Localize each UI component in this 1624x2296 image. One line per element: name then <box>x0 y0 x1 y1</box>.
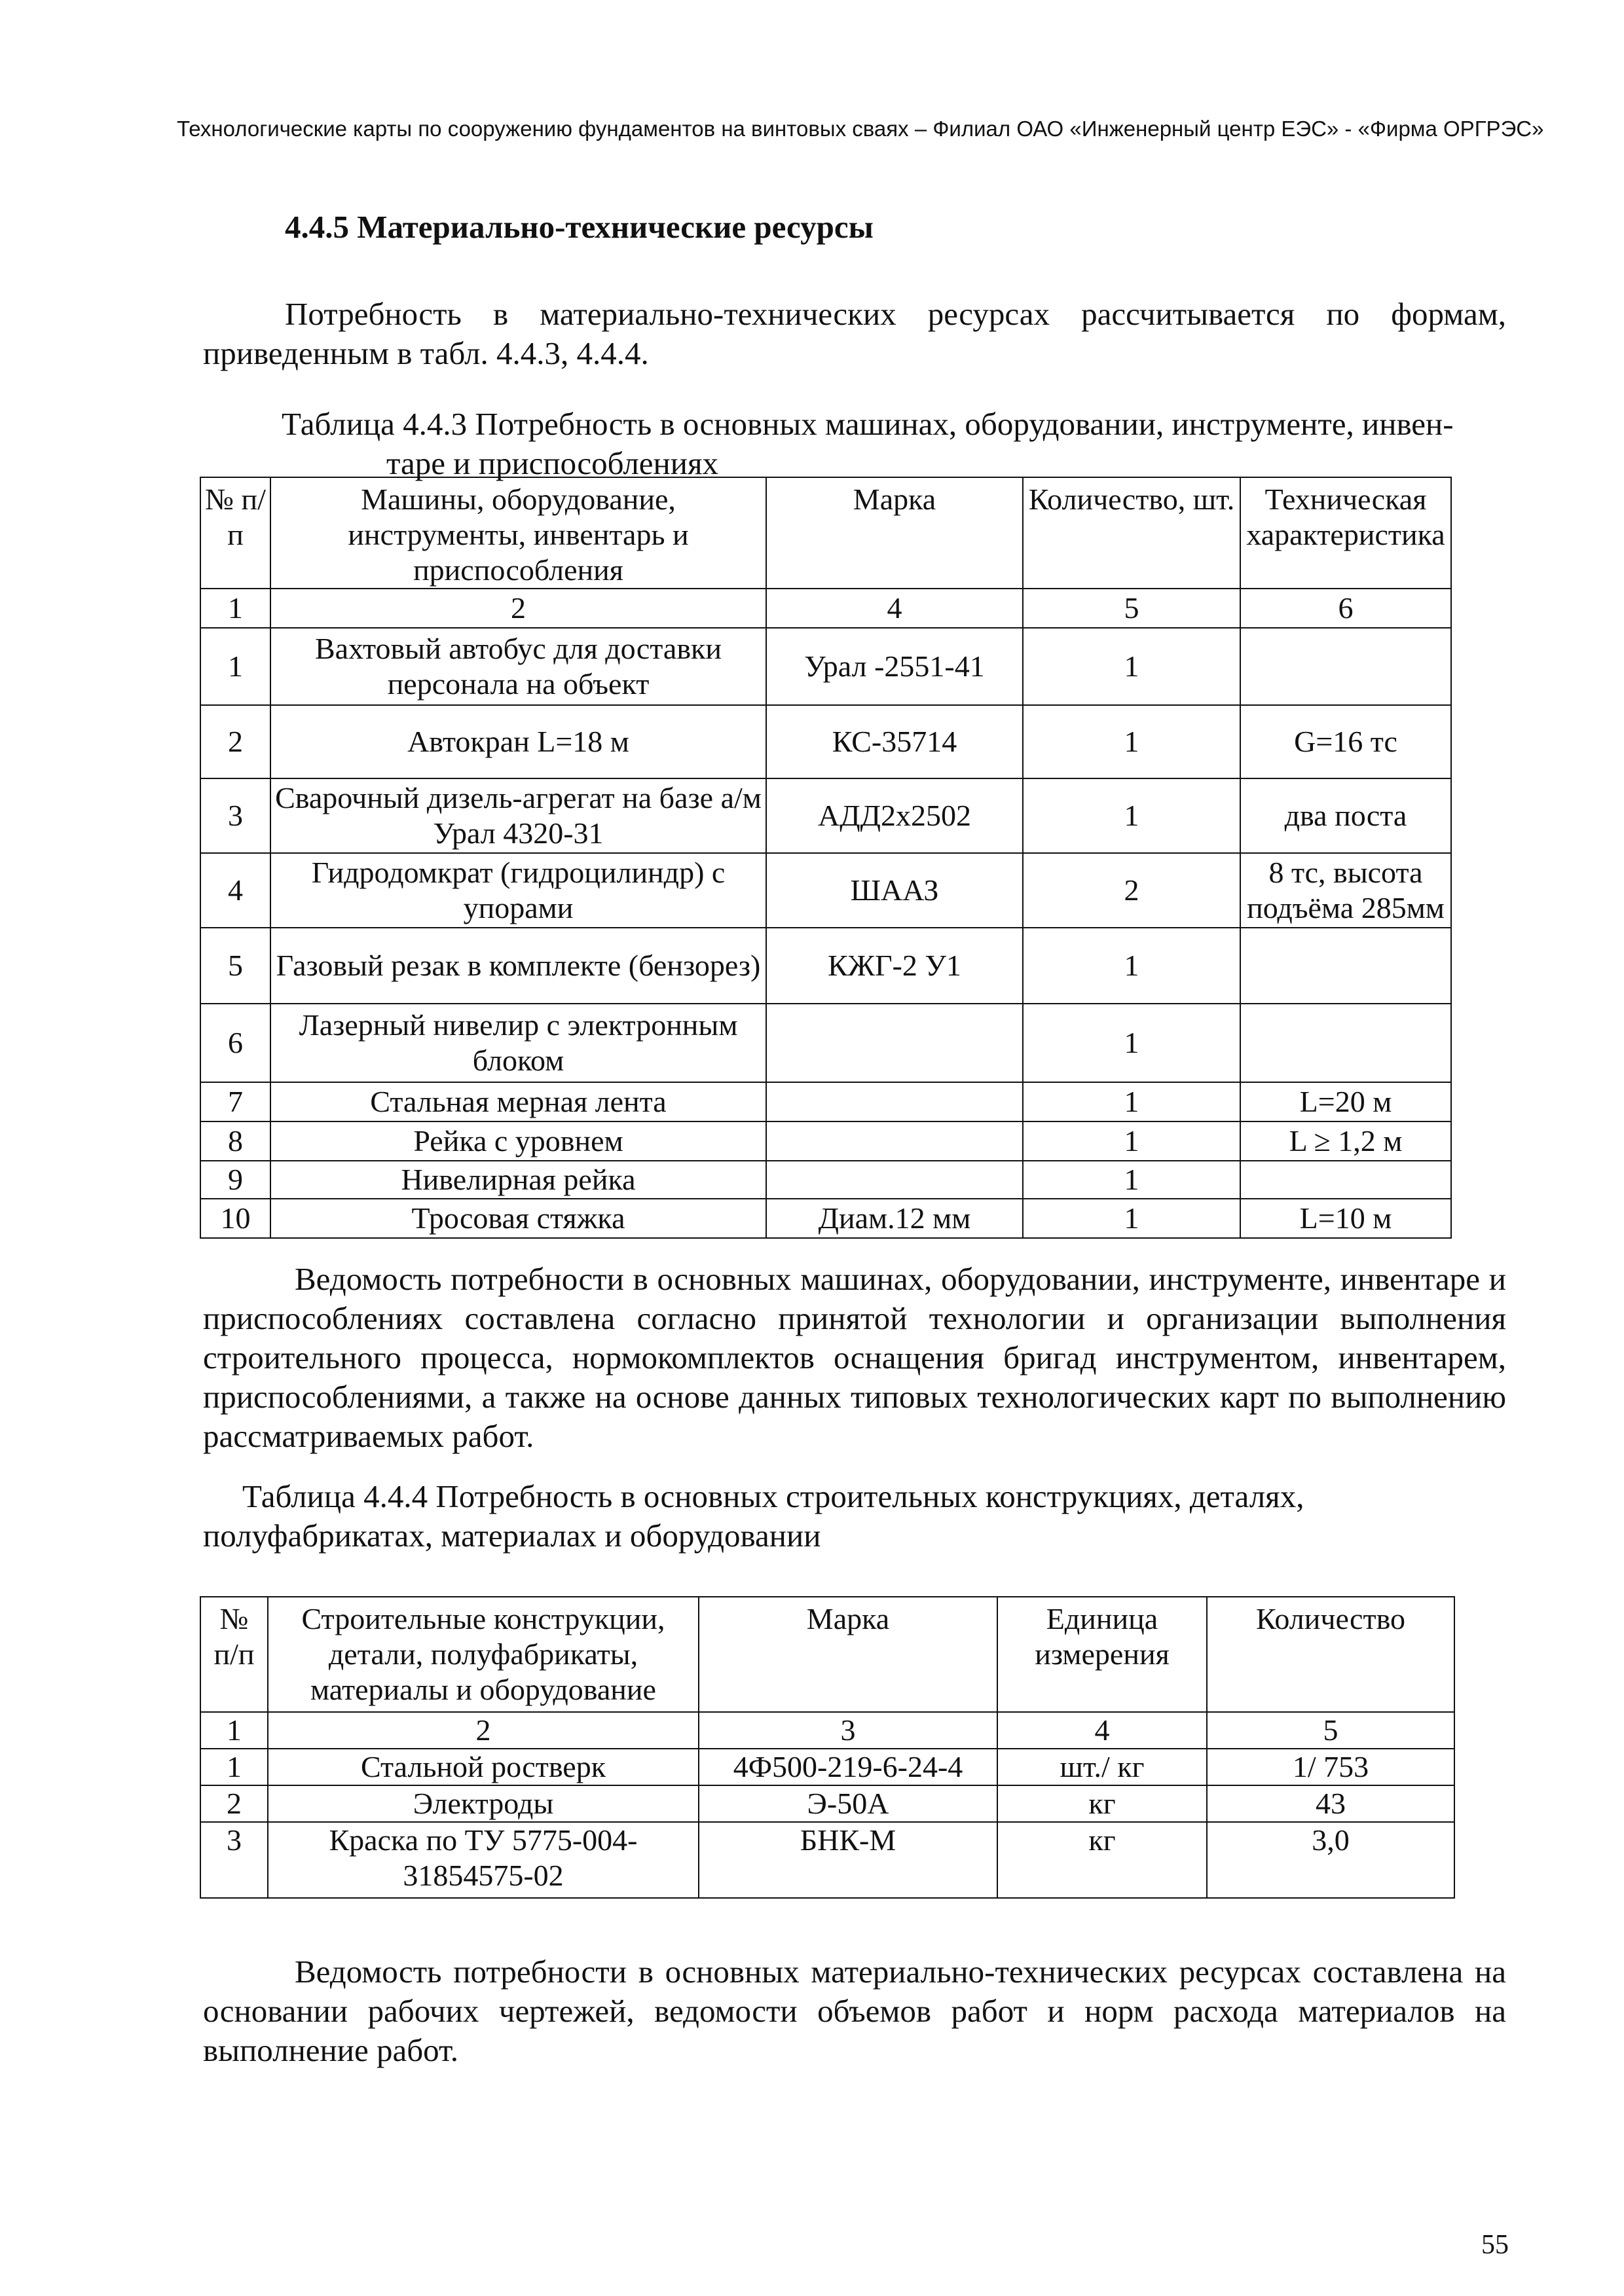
column-number: 2 <box>270 589 766 628</box>
header-cell: № п/п <box>200 1597 268 1712</box>
item-brand: БНК-М <box>699 1822 997 1898</box>
header-cell: Строительные конструкции, детали, полуфабрикаты, материалы и оборудование <box>268 1597 699 1712</box>
column-number-row <box>200 589 1451 628</box>
item-name: Стальная мерная лента <box>270 1082 766 1121</box>
column-number: 2 <box>268 1712 699 1749</box>
row-number: 1 <box>200 1749 268 1785</box>
header-cell: Количество <box>1207 1597 1454 1712</box>
header-cell: Марка <box>766 477 1023 589</box>
header-cell: Техническая характеристика <box>1240 477 1451 589</box>
column-number: 5 <box>1207 1712 1454 1749</box>
item-quantity: 1 <box>1023 628 1240 705</box>
item-spec: L ≥ 1,2 м <box>1240 1121 1451 1161</box>
table-row <box>200 1749 1454 1785</box>
row-number: 7 <box>200 1082 270 1121</box>
item-spec: два поста <box>1240 778 1451 853</box>
table-row <box>200 1004 1451 1082</box>
item-brand: Урал -2551-41 <box>766 628 1023 705</box>
table-row <box>200 1161 1451 1199</box>
item-brand: КС-35714 <box>766 705 1023 778</box>
header-cell: Машины, оборудование, инструменты, инвентарь и приспособления <box>270 477 766 589</box>
column-number: 1 <box>200 1712 268 1749</box>
item-spec <box>1240 628 1451 705</box>
item-quantity: 2 <box>1023 853 1240 928</box>
row-number: 3 <box>200 778 270 853</box>
item-spec <box>1240 1161 1451 1199</box>
item-brand <box>766 1004 1023 1082</box>
table-443 <box>200 477 1452 1239</box>
item-brand: ШААЗ <box>766 853 1023 928</box>
row-number: 6 <box>200 1004 270 1082</box>
item-name: Автокран L=18 м <box>270 705 766 778</box>
page-number: 55 <box>1481 2230 1509 2260</box>
item-quantity: 1 <box>1023 1082 1240 1121</box>
table-row <box>200 853 1451 928</box>
table-row <box>200 1822 1454 1898</box>
item-brand: Диам.12 мм <box>766 1199 1023 1238</box>
item-name: Краска по ТУ 5775-004-31854575-02 <box>268 1822 699 1898</box>
table-444 <box>200 1596 1455 1899</box>
item-name: Гидродомкрат (гидроцилиндр) с упорами <box>270 853 766 928</box>
row-number: 2 <box>200 1785 268 1822</box>
row-number: 10 <box>200 1199 270 1238</box>
table-header-row <box>200 1597 1454 1712</box>
item-spec: L=10 м <box>1240 1199 1451 1238</box>
table-row <box>200 1199 1451 1238</box>
closing-paragraph: Ведомость потребности в основных материально-технических ресурсах составлена на основании рабочих чертежей, ведомости объемов работ и норм расхода материалов на выполнение работ. <box>203 1954 1506 2068</box>
column-number: 6 <box>1240 589 1451 628</box>
item-brand <box>766 1121 1023 1161</box>
row-number: 5 <box>200 928 270 1004</box>
item-spec: L=20 м <box>1240 1082 1451 1121</box>
item-spec <box>1240 928 1451 1004</box>
row-number: 1 <box>200 628 270 705</box>
item-unit: шт./ кг <box>997 1749 1207 1785</box>
column-number: 4 <box>766 589 1023 628</box>
item-quantity: 1 <box>1023 928 1240 1004</box>
column-number: 1 <box>200 589 270 628</box>
table-row <box>200 1785 1454 1822</box>
item-name: Нивелирная рейка <box>270 1161 766 1199</box>
item-quantity: 1 <box>1023 1004 1240 1082</box>
table-row <box>200 1121 1451 1161</box>
item-quantity: 1/ 753 <box>1207 1749 1454 1785</box>
row-number: 9 <box>200 1161 270 1199</box>
header-cell: Единица измерения <box>997 1597 1207 1712</box>
table-row <box>200 705 1451 778</box>
item-brand: Э-50А <box>699 1785 997 1822</box>
header-cell: Количество, шт. <box>1023 477 1240 589</box>
item-brand: АДД2х2502 <box>766 778 1023 853</box>
item-quantity: 1 <box>1023 1121 1240 1161</box>
row-number: 3 <box>200 1822 268 1898</box>
item-name: Вахтовый автобус для доставки персонала на объект <box>270 628 766 705</box>
item-name: Газовый резак в комплекте (бензорез) <box>270 928 766 1004</box>
table-row <box>200 1082 1451 1121</box>
item-quantity: 3,0 <box>1207 1822 1454 1898</box>
column-number-row <box>200 1712 1454 1749</box>
table-row <box>200 628 1451 705</box>
item-brand: 4Ф500-219-6-24-4 <box>699 1749 997 1785</box>
table-row <box>200 778 1451 853</box>
item-quantity: 1 <box>1023 1199 1240 1238</box>
header-cell: Марка <box>699 1597 997 1712</box>
table-443-caption-line1: Таблица 4.4.3 Потребность в основных машинах, оборудовании, инструменте, инвен- <box>282 406 1454 442</box>
item-quantity: 1 <box>1023 778 1240 853</box>
table-row <box>200 928 1451 1004</box>
item-quantity: 43 <box>1207 1785 1454 1822</box>
item-brand: КЖГ-2 У1 <box>766 928 1023 1004</box>
item-spec: G=16 тс <box>1240 705 1451 778</box>
item-name: Стальной ростверк <box>268 1749 699 1785</box>
page-header: Технологические карты по сооружению фундаментов на винтовых сваях – Филиал ОАО «Инженерный центр ЕЭС» - «Фирма ОРГРЭС» <box>177 117 1544 141</box>
item-name: Лазерный нивелир с электронным блоком <box>270 1004 766 1082</box>
column-number: 4 <box>997 1712 1207 1749</box>
item-brand <box>766 1161 1023 1199</box>
column-number: 5 <box>1023 589 1240 628</box>
row-number: 4 <box>200 853 270 928</box>
intro-paragraph: Потребность в материально-технических ресурсах рассчитывается по формам, приведенным в табл. 4.4.3, 4.4.4. <box>203 296 1506 371</box>
item-unit: кг <box>997 1785 1207 1822</box>
item-name: Рейка с уровнем <box>270 1121 766 1161</box>
header-cell: № п/п <box>200 477 270 589</box>
row-number: 2 <box>200 705 270 778</box>
table-443-caption <box>282 405 1513 483</box>
item-spec: 8 тс, высота подъёма 285мм <box>1240 853 1451 928</box>
item-name: Электроды <box>268 1785 699 1822</box>
item-name: Тросовая стяжка <box>270 1199 766 1238</box>
item-name: Сварочный дизель-агрегат на базе а/м Урал 4320-31 <box>270 778 766 853</box>
item-unit: кг <box>997 1822 1207 1898</box>
item-quantity: 1 <box>1023 1161 1240 1199</box>
section-heading: 4.4.5 Материально-технические ресурсы <box>285 209 874 245</box>
table-444-caption: Таблица 4.4.4 Потребность в основных строительных конструкциях, деталях, полуфабрикатах, материалах и оборудовании <box>203 1478 1304 1554</box>
table-header-row <box>200 477 1451 589</box>
middle-paragraph: Ведомость потребности в основных машинах, оборудовании, инструменте, инвентаре и приспособлениях составлена согласно принятой технологии и организации выполнения строительного процесса, нормокомплектов оснащения бригад инструментом, инвентарем, приспособлениями, а также на основе данных типовых технологических карт по выполнению рассматриваемых работ. <box>203 1261 1506 1454</box>
row-number: 8 <box>200 1121 270 1161</box>
item-brand <box>766 1082 1023 1121</box>
item-spec <box>1240 1004 1451 1082</box>
table-443-caption-line2: таре и приспособлениях <box>386 445 719 481</box>
item-quantity: 1 <box>1023 705 1240 778</box>
column-number: 3 <box>699 1712 997 1749</box>
